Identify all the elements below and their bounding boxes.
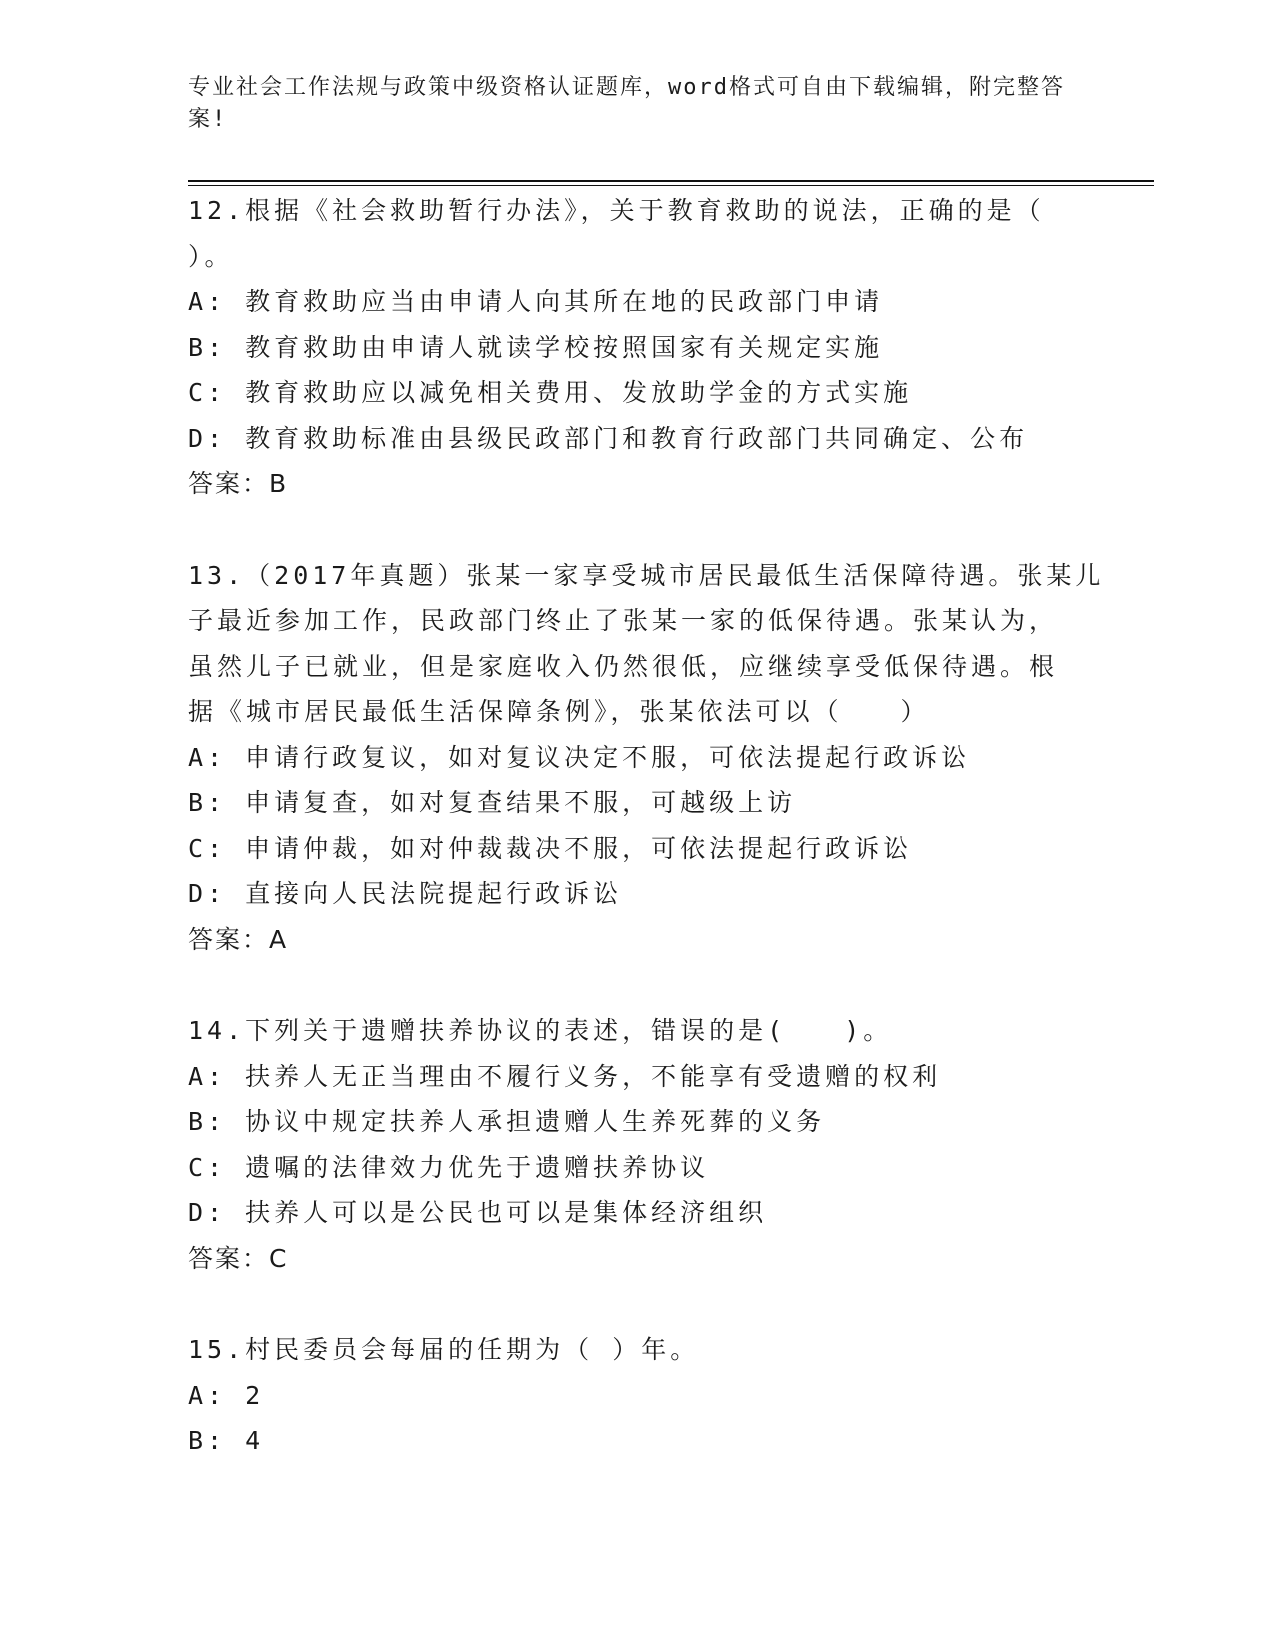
answer: 答案：A bbox=[188, 924, 289, 954]
option-d: D: 教育救助标准由县级民政部门和教育行政部门共同确定、公布 bbox=[188, 423, 1029, 453]
question-13 bbox=[188, 553, 1105, 963]
question-14 bbox=[188, 1008, 1088, 1281]
option-b: B: 4 bbox=[188, 1426, 265, 1455]
header-divider-thin bbox=[188, 185, 1154, 186]
spacer bbox=[188, 1281, 1088, 1327]
answer: 答案：C bbox=[188, 1243, 289, 1273]
question-stem: ）。 bbox=[188, 241, 234, 271]
option-c: C: 申请仲裁，如对仲裁裁决不服，可依法提起行政诉讼 bbox=[188, 833, 913, 863]
option-a: A: 扶养人无正当理由不履行义务，不能享有受遗赠的权利 bbox=[188, 1061, 942, 1091]
option-b: B: 申请复查，如对复查结果不服，可越级上访 bbox=[188, 788, 797, 817]
option-b: B: 协议中规定扶养人承担遗赠人生养死葬的义务 bbox=[188, 1107, 826, 1136]
spacer bbox=[188, 962, 1088, 1008]
option-b: B: 教育救助由申请人就读学校按照国家有关规定实施 bbox=[188, 332, 884, 362]
question-stem: 15.村民委员会每届的任期为（ ）年。 bbox=[188, 1335, 700, 1364]
option-c: C: 教育救助应以减免相关费用、发放助学金的方式实施 bbox=[188, 378, 913, 407]
option-d: D: 扶养人可以是公民也可以是集体经济组织 bbox=[188, 1198, 768, 1227]
option-a: A: 2 bbox=[188, 1380, 265, 1410]
header-text: 专业社会工作法规与政策中级资格认证题库，word格式可自由下载编辑，附完整答案! bbox=[188, 75, 1065, 132]
question-stem: 据《城市居民最低生活保障条例》，张某依法可以（ ） bbox=[188, 697, 930, 726]
header-divider bbox=[188, 180, 1154, 182]
page-header bbox=[188, 72, 1068, 136]
answer: 答案：B bbox=[188, 469, 289, 498]
question-stem: 13.（2017年真题）张某一家享受城市居民最低生活保障待遇。张某儿 bbox=[188, 560, 1105, 590]
option-a: A: 教育救助应当由申请人向其所在地的民政部门申请 bbox=[188, 287, 884, 316]
question-stem: 12.根据《社会救助暂行办法》，关于教育救助的说法，正确的是（ bbox=[188, 196, 1045, 225]
question-list bbox=[188, 188, 1105, 1464]
option-a: A: 申请行政复议，如对复议决定不服，可依法提起行政诉讼 bbox=[188, 742, 971, 772]
question-stem: 子最近参加工作，民政部门终止了张某一家的低保待遇。张某认为， bbox=[188, 606, 1059, 635]
question-stem: 14.下列关于遗赠扶养协议的表述，错误的是( )。 bbox=[188, 1016, 893, 1045]
option-d: D: 直接向人民法院提起行政诉讼 bbox=[188, 879, 623, 908]
spacer bbox=[188, 507, 1088, 553]
question-12 bbox=[188, 188, 1088, 507]
option-c: C: 遗嘱的法律效力优先于遗赠扶养协议 bbox=[188, 1152, 710, 1182]
question-stem: 虽然儿子已就业，但是家庭收入仍然很低，应继续享受低保待遇。根 bbox=[188, 651, 1059, 681]
question-15 bbox=[188, 1327, 1088, 1464]
